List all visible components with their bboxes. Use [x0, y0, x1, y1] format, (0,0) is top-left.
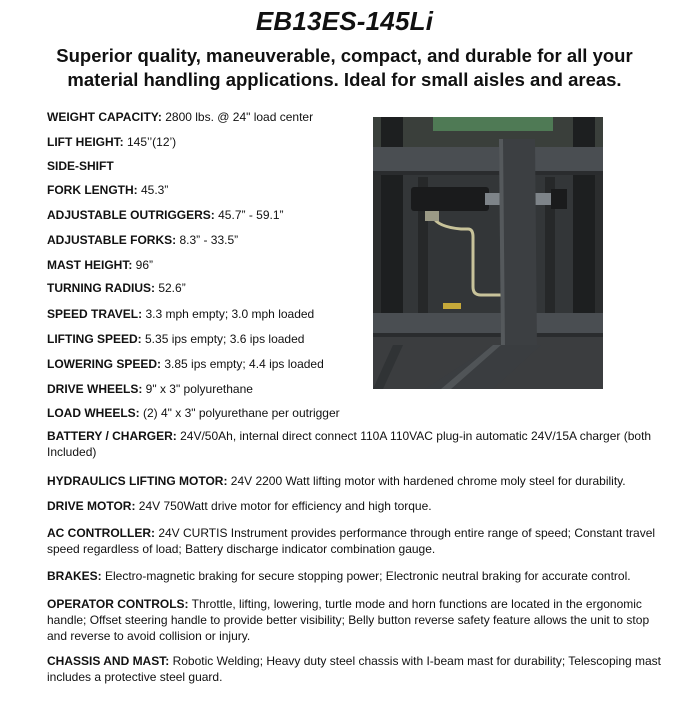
spec-lift-height: LIFT HEIGHT: 145’’(12’)	[47, 135, 177, 149]
spec-battery-charger: BATTERY / CHARGER: 24V/50Ah, internal direct connect 110A 110VAC plug-in automatic 24V/15A charger (both Included)	[47, 429, 652, 459]
spec-adjustable-forks: ADJUSTABLE FORKS: 8.3” - 33.5”	[47, 233, 239, 247]
spec-ac-controller: AC CONTROLLER: 24V CURTIS Instrument provides performance through entire range of speed; Constant travel speed regardless of load; Battery discharge indicator combination gauge.	[47, 526, 656, 556]
spec-weight-capacity: WEIGHT CAPACITY: 2800 lbs. @ 24" load center	[47, 110, 314, 124]
spec-drive-motor: DRIVE MOTOR: 24V 750Watt drive motor for efficiency and high torque.	[47, 499, 432, 513]
spec-operator-controls: OPERATOR CONTROLS: Throttle, lifting, lowering, turtle mode and horn functions are located in the ergonomic handle; Offset steering handle to provide better visibility; Belly button reverse safety feature allows the unit to stop and reverse to avoid collision or injury.	[47, 597, 650, 643]
spec-side-shift: SIDE-SHIFT	[47, 159, 114, 173]
spec-lifting-speed: LIFTING SPEED: 5.35 ips empty; 3.6 ips loaded	[47, 332, 305, 346]
spec-mast-height: MAST HEIGHT: 96”	[47, 258, 154, 272]
spec-brakes: BRAKES: Electro-magnetic braking for secure stopping power; Electronic neutral braking for accurate control.	[47, 569, 631, 583]
spec-drive-wheels: DRIVE WHEELS: 9" x 3" polyurethane	[47, 382, 253, 396]
spec-speed-travel: SPEED TRAVEL: 3.3 mph empty; 3.0 mph loaded	[47, 307, 315, 321]
spec-load-wheels: LOAD WHEELS: (2) 4" x 3" polyurethane per outrigger	[47, 406, 340, 420]
forklift-photo	[373, 117, 603, 389]
spec-fork-length: FORK LENGTH: 45.3”	[47, 183, 169, 197]
spec-adjustable-outriggers: ADJUSTABLE OUTRIGGERS: 45.7” - 59.1”	[47, 208, 284, 222]
spec-hydraulics-lifting-motor: HYDRAULICS LIFTING MOTOR: 24V 2200 Watt lifting motor with hardened chrome moly steel for durability.	[47, 474, 626, 488]
page-title: EB13ES-145Li	[255, 6, 434, 36]
spec-lowering-speed: LOWERING SPEED: 3.85 ips empty; 4.4 ips loaded	[47, 357, 324, 371]
spec-chassis-and-mast: CHASSIS AND MAST: Robotic Welding; Heavy duty steel chassis with I-beam mast for durability; Telescoping mast includes a protective steel guard.	[47, 654, 662, 684]
subtitle: Superior quality, maneuverable, compact, and durable for all your material handling applications. Ideal for small aisles and areas.	[56, 45, 633, 90]
spec-turning-radius: TURNING RADIUS: 52.6”	[47, 281, 186, 295]
